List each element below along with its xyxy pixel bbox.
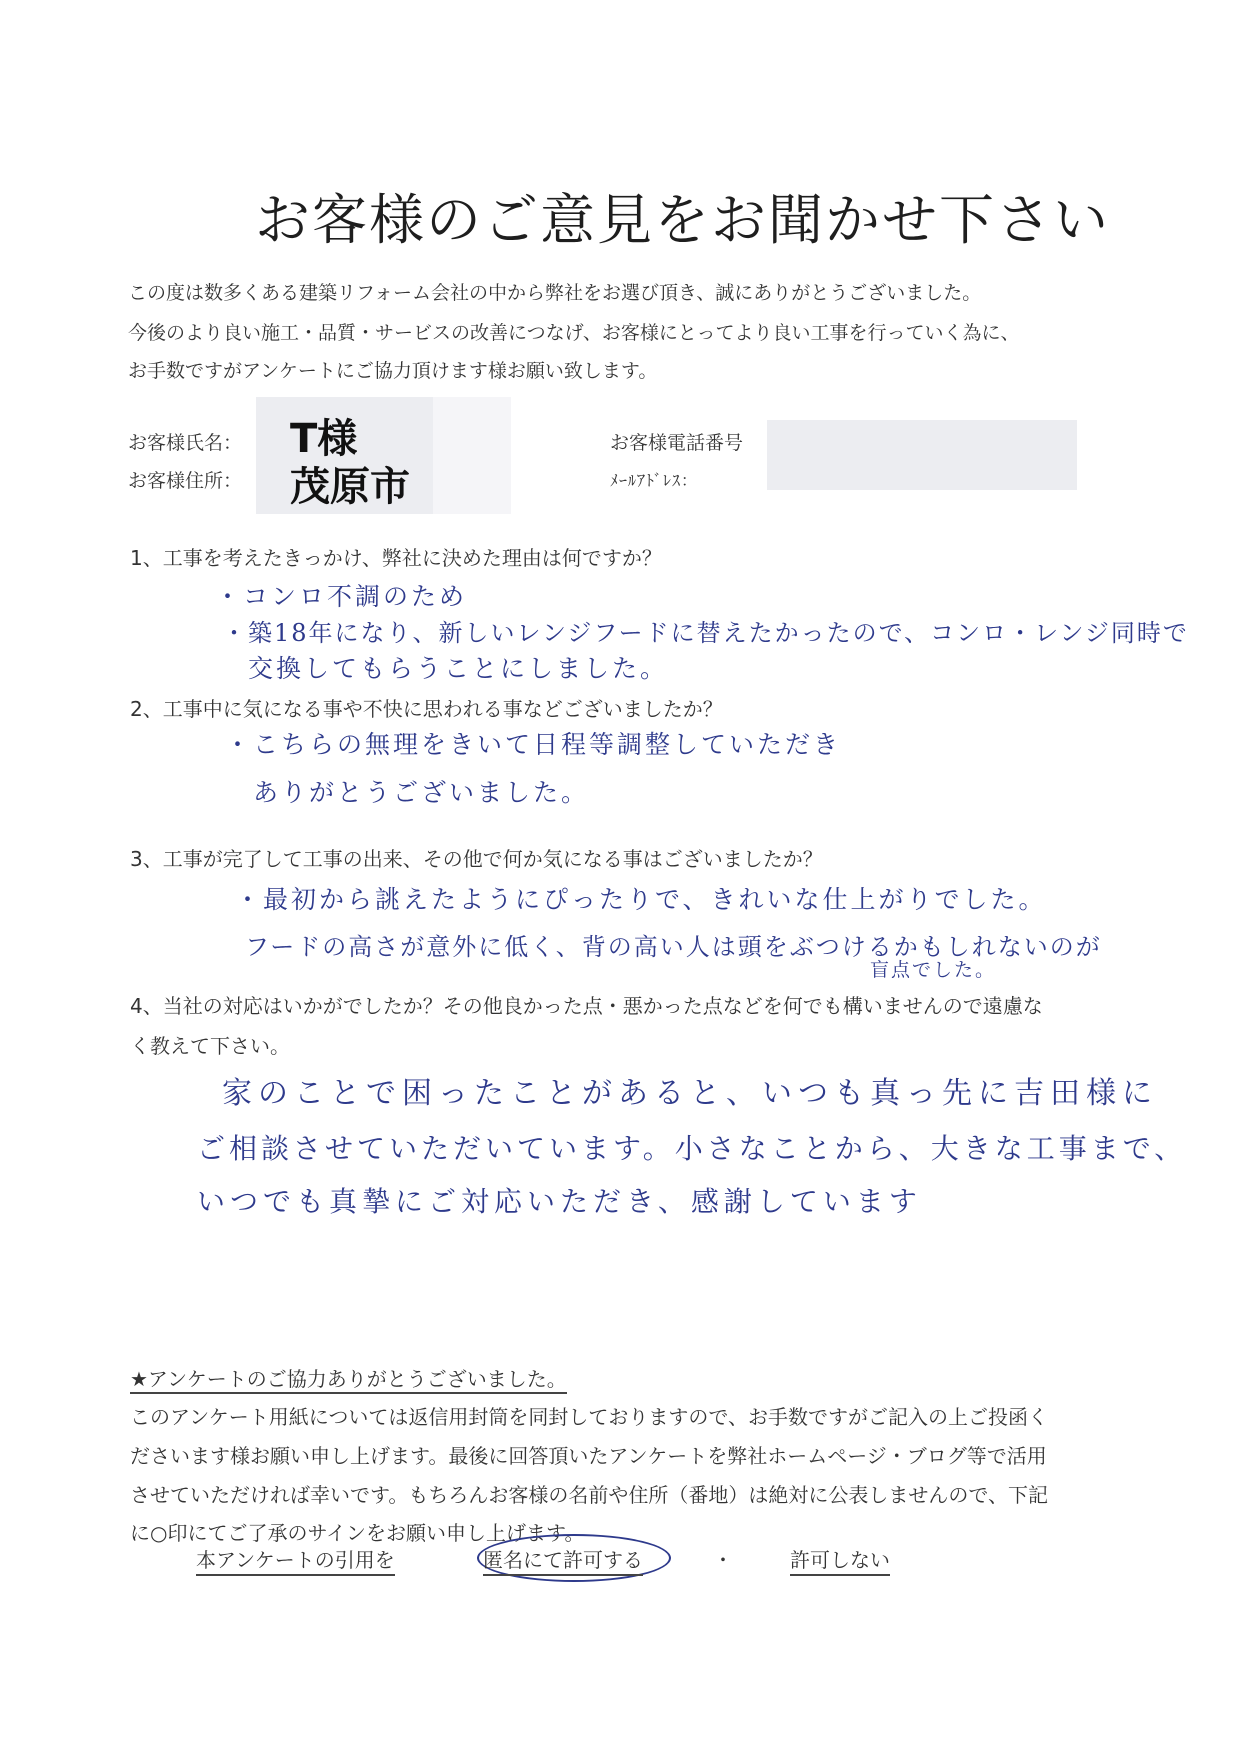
customer-name-value: T様 <box>290 416 358 462</box>
answer-4-line-3: いつでも真摯にご対応いただき、感謝しています <box>197 1185 922 1218</box>
answer-2-line-2: ありがとうございました。 <box>253 778 590 807</box>
consent-prefix: 本アンケートの引用を <box>196 1544 395 1576</box>
intro-line-3: お手数ですがアンケートにご協力頂けます様お願い致します。 <box>128 360 658 382</box>
question-2: 2、工事中に気になる事や不快に思われる事などございましたか？ <box>130 697 723 721</box>
intro-line-1: この度は数多くある建築リフォーム会社の中から弊社をお選び頂き、誠にありがとうございました。 <box>128 282 982 304</box>
question-4-line-1: 4、当社の対応はいかがでしたか？その他良かった点・悪かった点などを何でも構いませんので遠慮な <box>130 994 1043 1018</box>
question-1: 1、工事を考えたきっかけ、弊社に決めた理由は何ですか？ <box>130 546 662 570</box>
customer-address-value: 茂原市 <box>290 464 410 510</box>
customer-address-label: お客様住所： <box>128 470 243 492</box>
closing-heading: ★アンケートのご協力ありがとうございました。 <box>130 1367 567 1394</box>
answer-1-line-1: ・コンロ不調のため <box>215 582 468 611</box>
answer-4-line-2: ご相談させていただいています。小さなことから、大きな工事まで、 <box>197 1132 1187 1165</box>
phone-email-redacted-box <box>767 420 1077 490</box>
answer-3-line-3: 盲点でした。 <box>870 959 997 981</box>
option-deny[interactable]: 許可しない <box>790 1544 890 1576</box>
question-3: 3、工事が完了して工事の出来、その他で何か気になる事はございましたか？ <box>130 847 823 871</box>
redacted-area <box>433 397 511 514</box>
closing-line-4: に○印にてご了承のサインをお願い申し上げます。 <box>130 1521 585 1545</box>
customer-phone-label: お客様電話番号 <box>610 432 744 454</box>
answer-2-line-1: ・こちらの無理をきいて日程等調整していただき <box>225 730 842 759</box>
intro-line-2: 今後のより良い施工・品質・サービスの改善につなげ、お客様にとってより良い工事を行っていく為に、 <box>128 322 1020 344</box>
closing-line-2: ださいます様お願い申し上げます。最後に回答頂いたアンケートを弊社ホームページ・ブログ等で活用 <box>130 1444 1047 1468</box>
question-4-line-2: く教えて下さい。 <box>130 1034 290 1058</box>
customer-name-label: お客様氏名： <box>128 432 243 454</box>
answer-4-line-1: 家のことで困ったことがあると、いつも真っ先に吉田様に <box>222 1076 1158 1111</box>
closing-line-3: させていただければ幸いです。もちろんお客様の名前や住所（番地）は絶対に公表しませんので、下記 <box>130 1483 1048 1507</box>
answer-1-line-3: 交換してもらうことにしました。 <box>248 654 669 683</box>
page-title: お客様のご意見をお聞かせ下さい <box>255 188 1111 252</box>
answer-3-line-2: フードの高さが意外に低く、背の高い人は頭をぶつけるかもしれないのが <box>245 933 1102 961</box>
answer-1-line-2: ・築18年になり、新しいレンジフードに替えたかったので、コンロ・レンジ同時で <box>222 619 1189 647</box>
option-separator: ・ <box>713 1548 733 1572</box>
option-anonymous-permit[interactable]: 匿名にて許可する <box>483 1544 643 1576</box>
answer-3-line-1: ・最初から誂えたようにぴったりで、きれいな仕上がりでした。 <box>235 885 1047 914</box>
customer-email-label: ﾒｰﾙｱﾄﾞﾚｽ： <box>610 471 699 490</box>
closing-line-1: このアンケート用紙については返信用封筒を同封しておりますので、お手数ですがご記入の上ご投函く <box>130 1405 1048 1429</box>
